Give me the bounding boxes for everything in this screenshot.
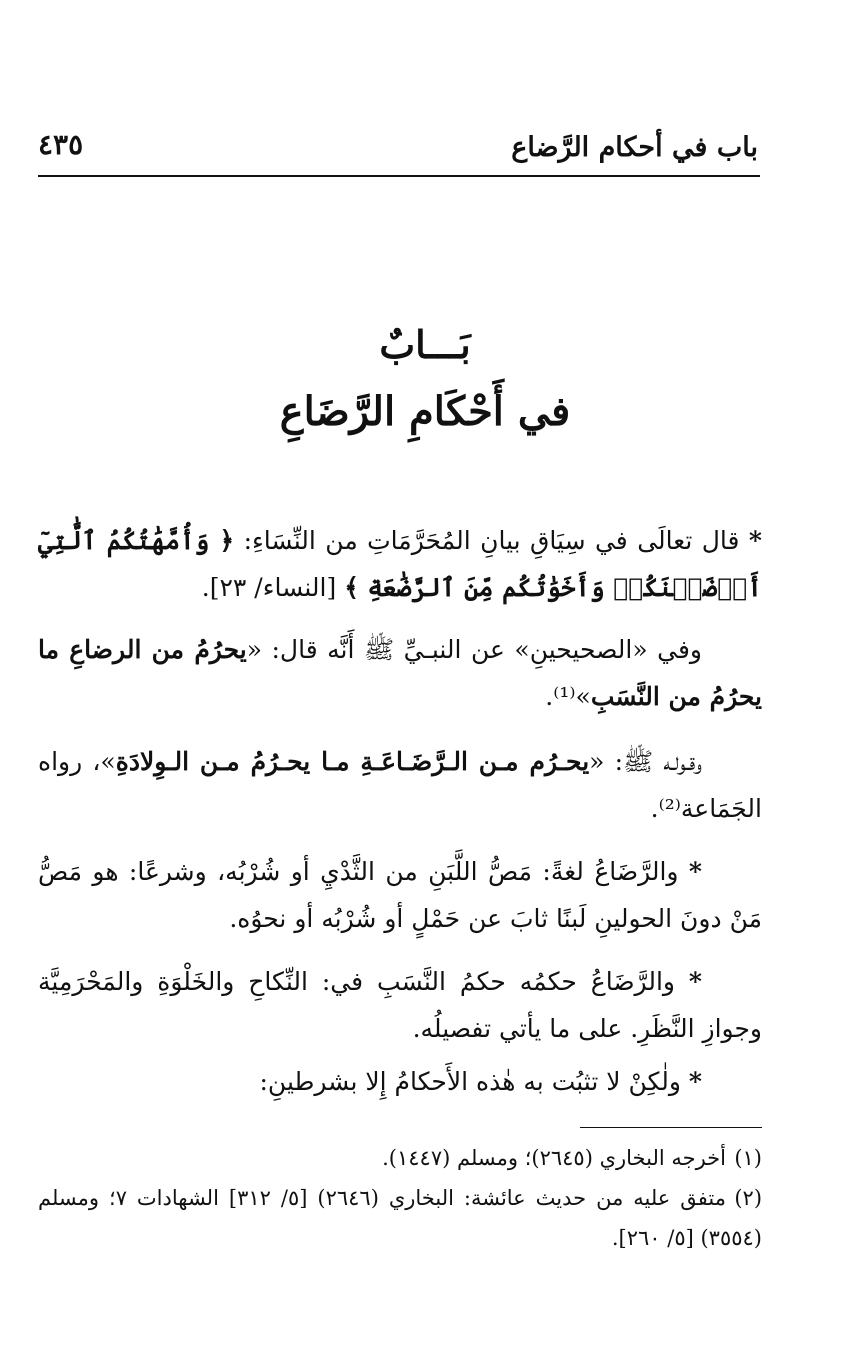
main-text-6 [38, 1058, 762, 1105]
paragraph-text: والرَّضَاعُ حكمُه حكمُ النَّسَبِ في: النِّكاحِ والخَلْوَةِ والمَحْرَمِيَّة وجوازِ النَّظَرِ. على ما يأتي تفصيلُه. [38, 967, 762, 1043]
footnote-marker: (٢) [734, 1186, 763, 1210]
main-text [38, 517, 762, 611]
verse-reference: [النساء/ ٢٣]. [201, 573, 345, 602]
footnote-divider [580, 1127, 762, 1128]
quran-verse: ﴿ وَأُمَّهَٰتُكُمُ ٱلَّٰتِيٓ أَرۡضَعۡنَكُمۡ وَأَخَوَٰتُكُم مِّنَ ٱلرَّضَٰعَةِ ﴾ [38, 526, 762, 602]
paragraph-ruling [38, 958, 762, 1052]
hadith-text: يحرُمُ من الرضاعِ ما يحرُمُ من النَّسَبِ [38, 635, 762, 711]
star-bullet: * [748, 526, 762, 555]
page-number: ٤٣٥ [38, 128, 84, 161]
main-text-4 [38, 848, 762, 942]
paragraph-text: قال تعالَى في سِيَاقِ بيانِ المُحَرَّمَاتِ من النِّسَاءِ: [234, 526, 749, 555]
running-title: باب في أحكام الرَّضاع [511, 132, 758, 163]
main-text-5 [38, 958, 762, 1052]
paragraph-conditions [38, 1058, 762, 1105]
star-bullet: * [688, 1067, 702, 1096]
header-divider [38, 175, 760, 177]
paragraph-quran-verse [38, 517, 762, 611]
paragraph-text: والرَّضَاعُ لغةً: مَصُّ اللَّبَنِ من الثَّدْيِ أو شُرْبُه، وشرعًا: هو مَصُّ مَنْ دونَ الحولينِ لَبنًا ثابَ عن حَمْلٍ أو شُرْبُه أو نحوُه. [38, 857, 762, 933]
paragraph-text: »، رواه الجَمَاعة⁽²⁾. [38, 747, 762, 823]
chapter-heading-word: بَـــابٌ [379, 322, 471, 367]
footnote-marker: (١) [734, 1146, 762, 1170]
footnote-2 [38, 1178, 762, 1258]
paragraph-text: »⁽¹⁾. [545, 682, 591, 711]
paragraph-hadith-2 [38, 738, 762, 832]
page-header [38, 128, 758, 174]
footnote-text: متفق عليه من حديث عائشة: البخاري (٢٦٤٦) [٥/ ٣١٢] الشهادات ٧؛ ومسلم (٣٥٥٤) [٥/ ٢٦٠]. [38, 1186, 762, 1250]
paragraph-text: وفي «الصحيحينِ» عن النبـيِّ ﷺ أَنَّه قال: « [246, 635, 703, 664]
hadith-text: يحـرُم مـن الـرَّضَـاعَـةِ مـا يحـرُمُ مـن الـوِلادَةِ [115, 747, 590, 776]
paragraph-text: وقـولـه ﷺ: « [589, 747, 702, 776]
paragraph-definition [38, 848, 762, 942]
footnote-1 [38, 1138, 762, 1178]
star-bullet: * [688, 967, 702, 996]
chapter-title: في أَحْكَامِ الرَّضَاعِ [279, 388, 571, 435]
star-bullet: * [688, 857, 702, 886]
footnotes [38, 1138, 762, 1258]
footnote-text: أخرجه البخاري (٢٦٤٥)؛ ومسلم (١٤٤٧). [382, 1146, 726, 1170]
paragraph-text: ولٰكِنْ لا تثبُت به هٰذه الأَحكامُ إِلا بشرطينِ: [259, 1067, 689, 1096]
main-text-3 [38, 738, 762, 832]
main-text-2 [38, 626, 762, 720]
paragraph-hadith-1 [38, 626, 762, 720]
